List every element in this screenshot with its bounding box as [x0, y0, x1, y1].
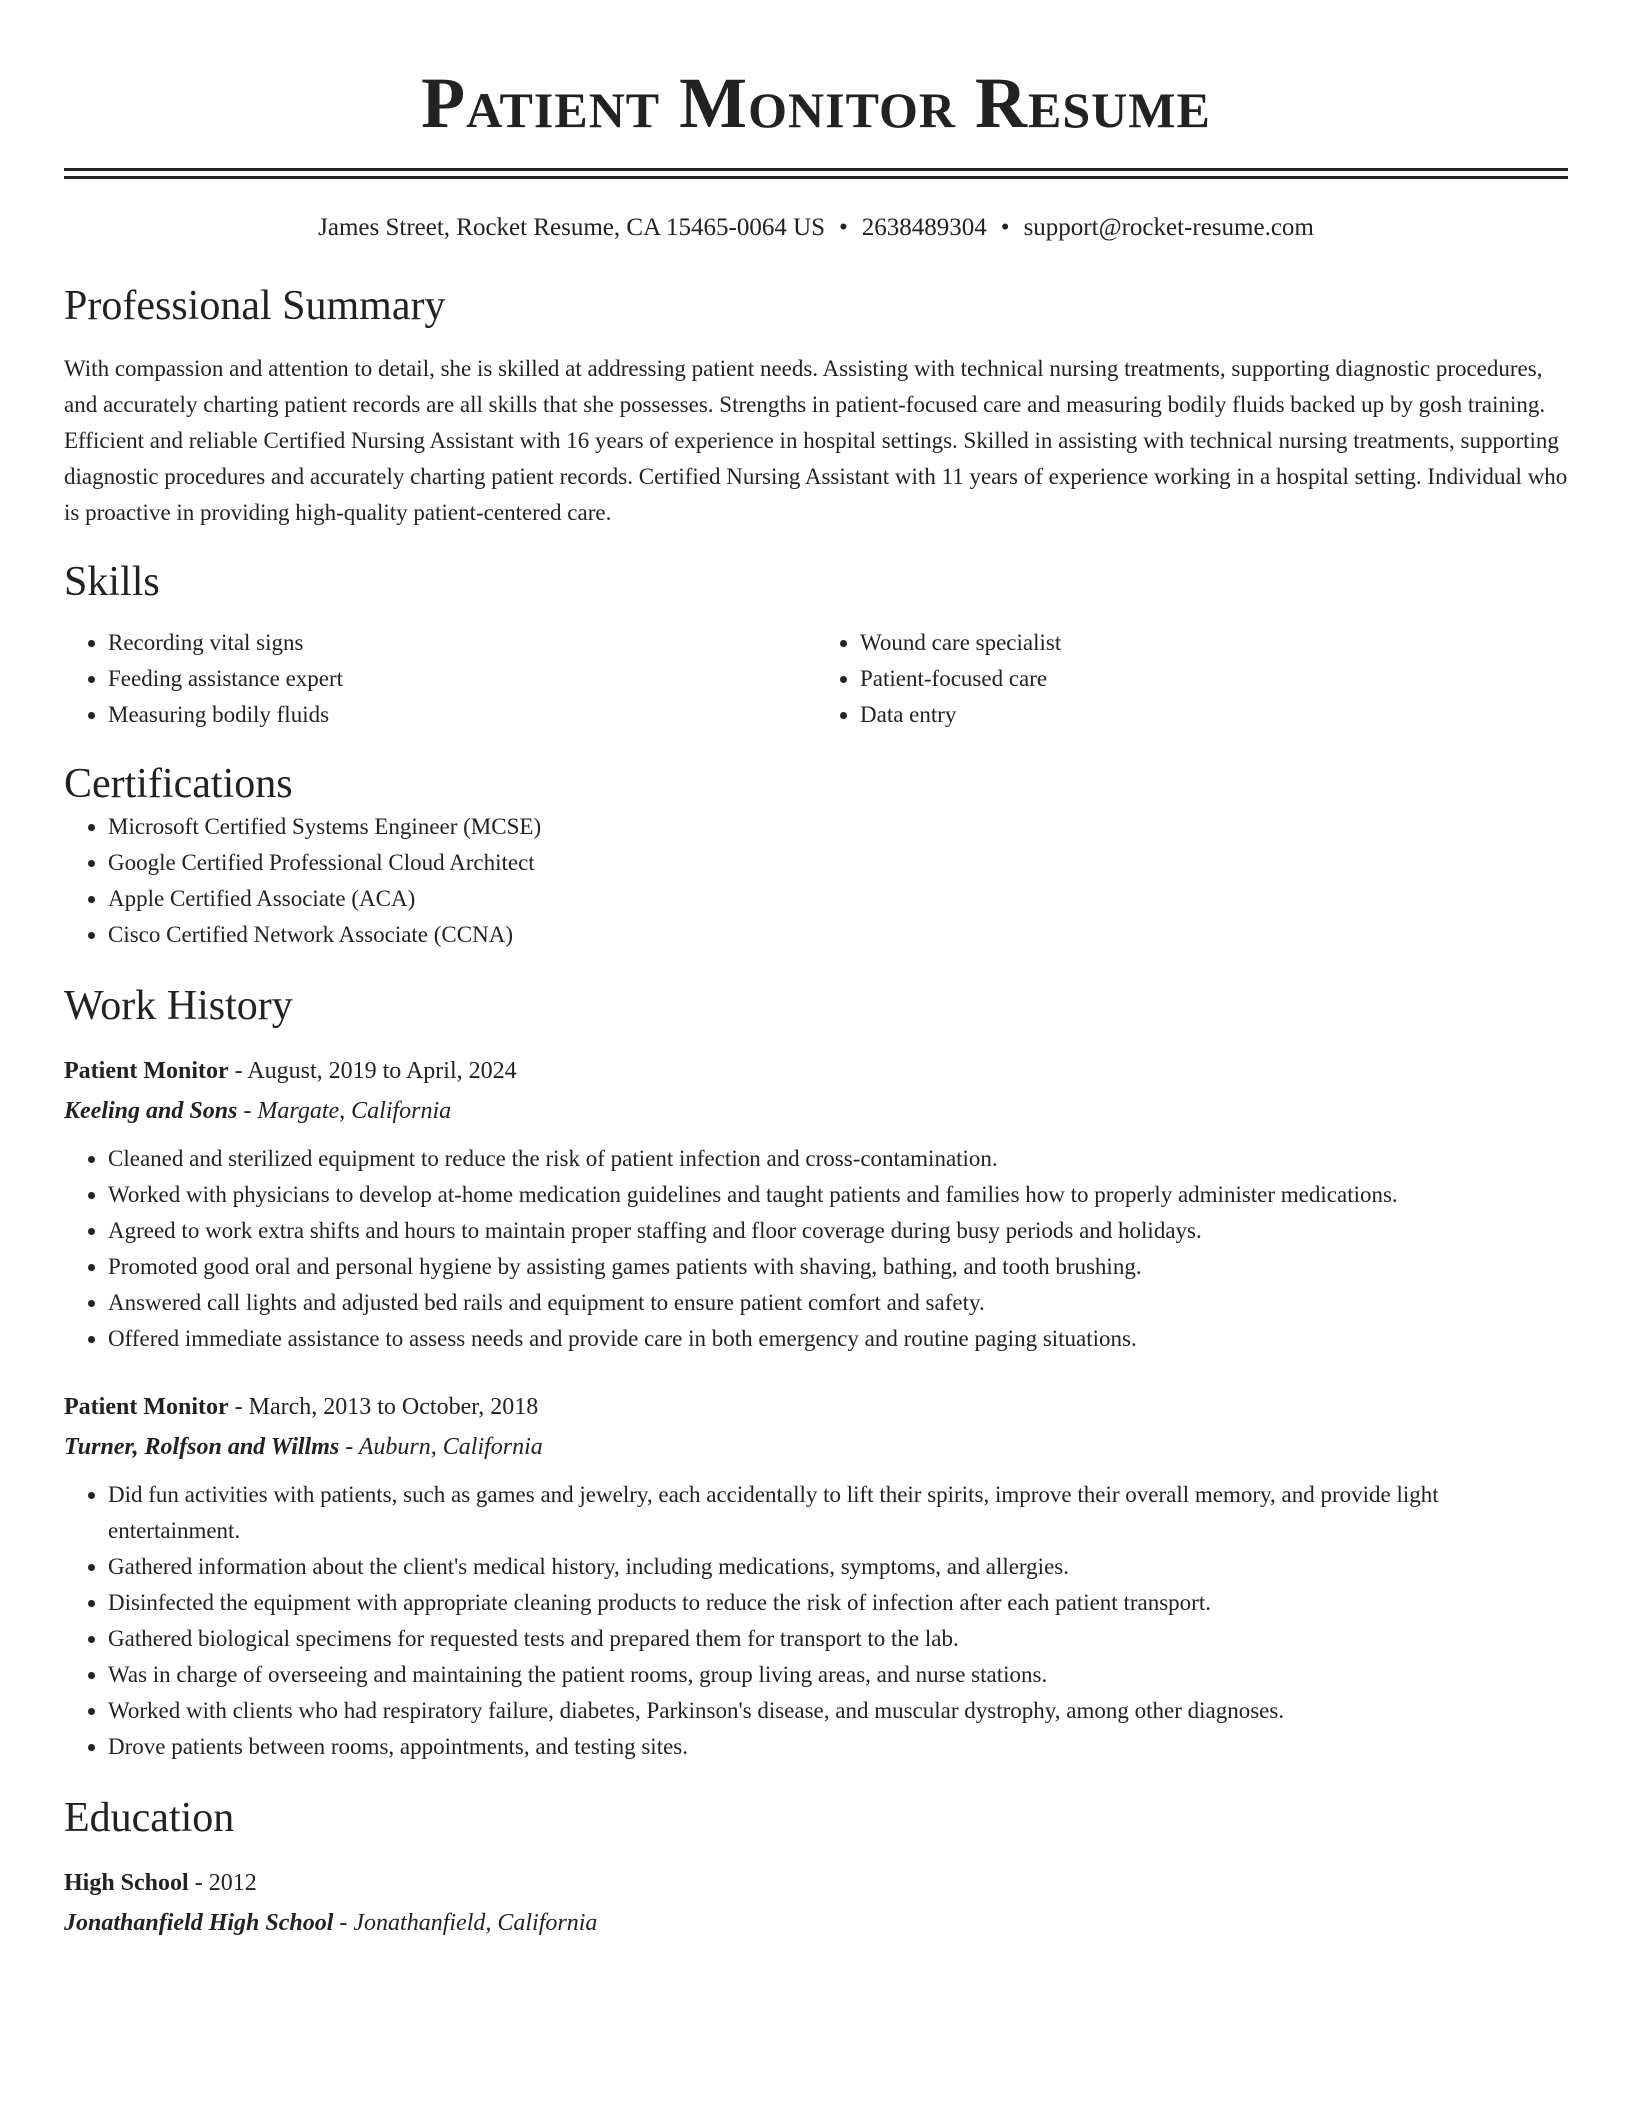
job-title-line — [64, 1387, 1568, 1427]
job-duty: • Drove patients between rooms, appointments, and testing sites. — [108, 1729, 1568, 1765]
summary-text: With compassion and attention to detail, she is skilled at addressing patient needs. Assisting with technical nursing treatments, supporting diagnostic procedures, and accurately charting patient records are all skills that she possesses. Strengths in patient-focused care and measuring bodily fluids backed up by gosh training. Efficient and reliable Certified Nursing Assistant with 16 years of experience in hospital settings. Skilled in assisting with technical nursing treatments, supporting diagnostic procedures and accurately charting patient records. Certified Nursing Assistant with 11 years of experience working in a hospital setting. Individual who is proactive in providing high-quality patient-centered care. — [64, 356, 1568, 525]
job-entry — [64, 1387, 1568, 1765]
job-duty: • Disinfected the equipment with appropriate cleaning products to reduce the risk of infection after each patient transport. — [108, 1585, 1568, 1621]
page-title: Patient Monitor Resume — [421, 63, 1211, 143]
summary-heading: Professional Summary — [64, 283, 446, 329]
job-title: Patient Monitor — [64, 1058, 229, 1084]
education-entry — [64, 1863, 1568, 1943]
job-duty: • Worked with clients who had respiratory failure, diabetes, Parkinson's disease, and muscular dystrophy, among other diagnoses. — [108, 1693, 1568, 1729]
job-dates: - August, 2019 to April, 2024 — [228, 1058, 517, 1084]
job-company: Keeling and Sons — [64, 1098, 238, 1124]
education-degree: High School — [64, 1870, 189, 1896]
job-location: - Auburn, California — [339, 1434, 543, 1460]
skill-item: • Patient-focused care — [860, 661, 1568, 697]
job-location: - Margate, California — [237, 1098, 452, 1124]
education-school-line — [64, 1903, 1568, 1943]
work-history-heading: Work History — [64, 983, 293, 1029]
contact-separator: • — [1000, 214, 1010, 241]
education-school: Jonathanfield High School — [64, 1910, 334, 1936]
job-duty: • Promoted good oral and personal hygiene by assisting games patients with shaving, bathing, and tooth brushing. — [108, 1249, 1568, 1285]
job-entry — [64, 1051, 1568, 1357]
skills-grid — [64, 625, 1568, 733]
skills-list-right — [816, 625, 1568, 733]
title-divider-bottom — [64, 176, 1568, 179]
job-duties-list — [64, 1141, 1568, 1357]
job-duty: • Worked with physicians to develop at-home medication guidelines and taught patients and families how to properly administer medications. — [108, 1177, 1568, 1213]
contact-address: James Street, Rocket Resume, CA 15465-0064 US — [318, 214, 826, 241]
certifications-heading: Certifications — [64, 761, 293, 807]
certification-item: • Cisco Certified Network Associate (CCNA) — [108, 917, 1568, 953]
job-dates: - March, 2013 to October, 2018 — [228, 1394, 539, 1420]
skills-heading: Skills — [64, 559, 160, 605]
job-duty: • Was in charge of overseeing and maintaining the patient rooms, group living areas, and nurse stations. — [108, 1657, 1568, 1693]
job-duty: • Answered call lights and adjusted bed rails and equipment to ensure patient comfort and safety. — [108, 1285, 1568, 1321]
job-duty: • Did fun activities with patients, such as games and jewelry, each accidentally to lift their spirits, improve their overall memory, and provide light entertainment. — [108, 1477, 1568, 1549]
skill-item: • Measuring bodily fluids — [108, 697, 816, 733]
job-duty: • Cleaned and sterilized equipment to reduce the risk of patient infection and cross-contamination. — [108, 1141, 1568, 1177]
job-duty: • Agreed to work extra shifts and hours to maintain proper staffing and floor coverage during busy periods and holidays. — [108, 1213, 1568, 1249]
certification-item: • Microsoft Certified Systems Engineer (MCSE) — [108, 809, 1568, 845]
job-duty: • Gathered biological specimens for requested tests and prepared them for transport to the lab. — [108, 1621, 1568, 1657]
job-company: Turner, Rolfson and Willms — [64, 1434, 340, 1460]
skills-list-left — [64, 625, 816, 733]
skill-item: • Wound care specialist — [860, 625, 1568, 661]
education-heading: Education — [64, 1795, 235, 1841]
education-year: - 2012 — [188, 1870, 257, 1896]
skill-item: • Feeding assistance expert — [108, 661, 816, 697]
job-duties-list — [64, 1477, 1568, 1765]
certifications-list — [64, 809, 1568, 953]
education-degree-line — [64, 1863, 1568, 1903]
contact-info — [64, 213, 1568, 243]
job-title: Patient Monitor — [64, 1394, 229, 1420]
job-company-line — [64, 1427, 1568, 1467]
job-title-line — [64, 1051, 1568, 1091]
job-duty: • Gathered information about the client's medical history, including medications, symptoms, and allergies. — [108, 1549, 1568, 1585]
contact-email: support@rocket-resume.com — [1023, 214, 1314, 241]
contact-phone: 2638489304 — [861, 214, 987, 241]
title-divider-top — [64, 168, 1568, 171]
certification-item: • Google Certified Professional Cloud Architect — [108, 845, 1568, 881]
skill-item: • Data entry — [860, 697, 1568, 733]
education-location: - Jonathanfield, California — [333, 1910, 598, 1936]
job-duty: • Offered immediate assistance to assess needs and provide care in both emergency and routine paging situations. — [108, 1321, 1568, 1357]
contact-separator: • — [839, 214, 848, 241]
certification-item: • Apple Certified Associate (ACA) — [108, 881, 1568, 917]
job-company-line — [64, 1091, 1568, 1131]
skill-item: • Recording vital signs — [108, 625, 816, 661]
